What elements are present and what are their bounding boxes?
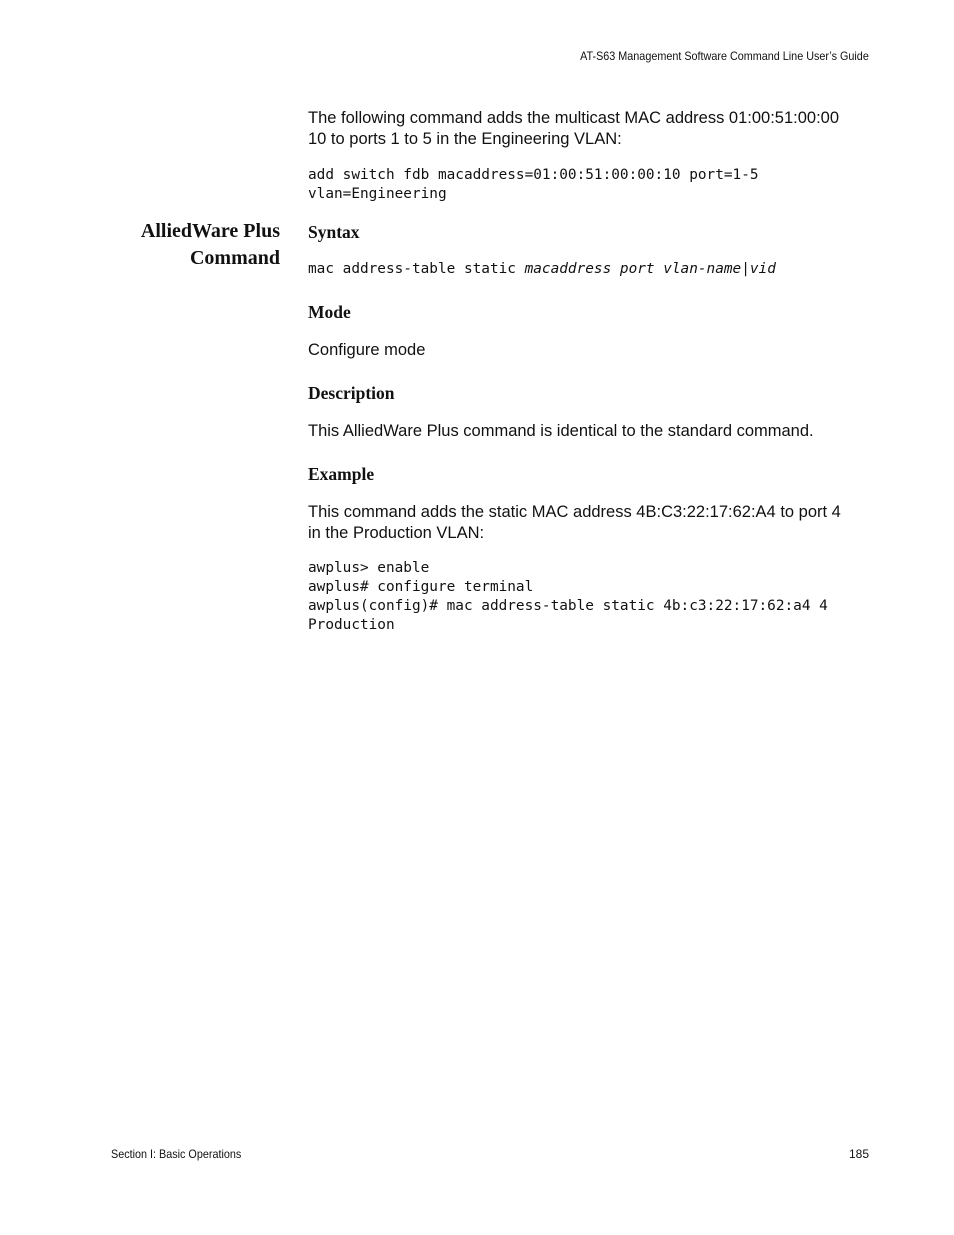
intro-code-block [308, 166, 878, 204]
section-heading-line1: AlliedWare Plus [140, 220, 280, 242]
description-text: This AlliedWare Plus command is identical to the standard command. [308, 422, 814, 440]
syntax-code-params: macaddress port vlan-name [524, 261, 742, 277]
example-code-line: awplus> enable [308, 560, 430, 576]
intro-code-line2: vlan=Engineering [308, 186, 447, 202]
example-code-line: Production [308, 617, 395, 633]
section-heading-line2: Command [189, 247, 280, 269]
intro-code-line1: add switch fdb macaddress=01:00:51:00:00:10 port=1-5 [308, 167, 759, 183]
example-code-line: awplus(config)# mac address-table static 4b:c3:22:17:62:a4 4 [308, 598, 828, 614]
example-text-line2: in the Production VLAN: [308, 524, 485, 542]
intro-text-line2: 10 to ports 1 to 5 in the Engineering VLAN: [308, 130, 622, 148]
intro-text-line1: The following command adds the multicast MAC address 01:00:51:00:00 [308, 109, 840, 127]
mode-text: Configure mode [308, 341, 426, 359]
running-header: AT-S63 Management Software Command Line User’s Guide [580, 49, 869, 63]
example-heading: Example [308, 464, 375, 484]
example-paragraph [308, 502, 868, 544]
intro-paragraph [308, 108, 868, 150]
syntax-code-vid: vid [749, 261, 776, 277]
example-text-line1: This command adds the static MAC address 4B:C3:22:17:62:A4 to port 4 [308, 503, 841, 521]
syntax-code-plain: mac address-table static [308, 261, 525, 277]
syntax-code-separator: | [741, 261, 750, 277]
page-number: 185 [848, 1147, 869, 1161]
example-code-line: awplus# configure terminal [308, 579, 534, 595]
example-code-block [308, 559, 878, 635]
footer-section: Section I: Basic Operations [111, 1147, 242, 1161]
mode-heading: Mode [308, 302, 351, 322]
syntax-heading: Syntax [308, 222, 360, 242]
description-heading: Description [308, 383, 395, 403]
section-heading [80, 218, 280, 272]
syntax-code [308, 260, 878, 279]
